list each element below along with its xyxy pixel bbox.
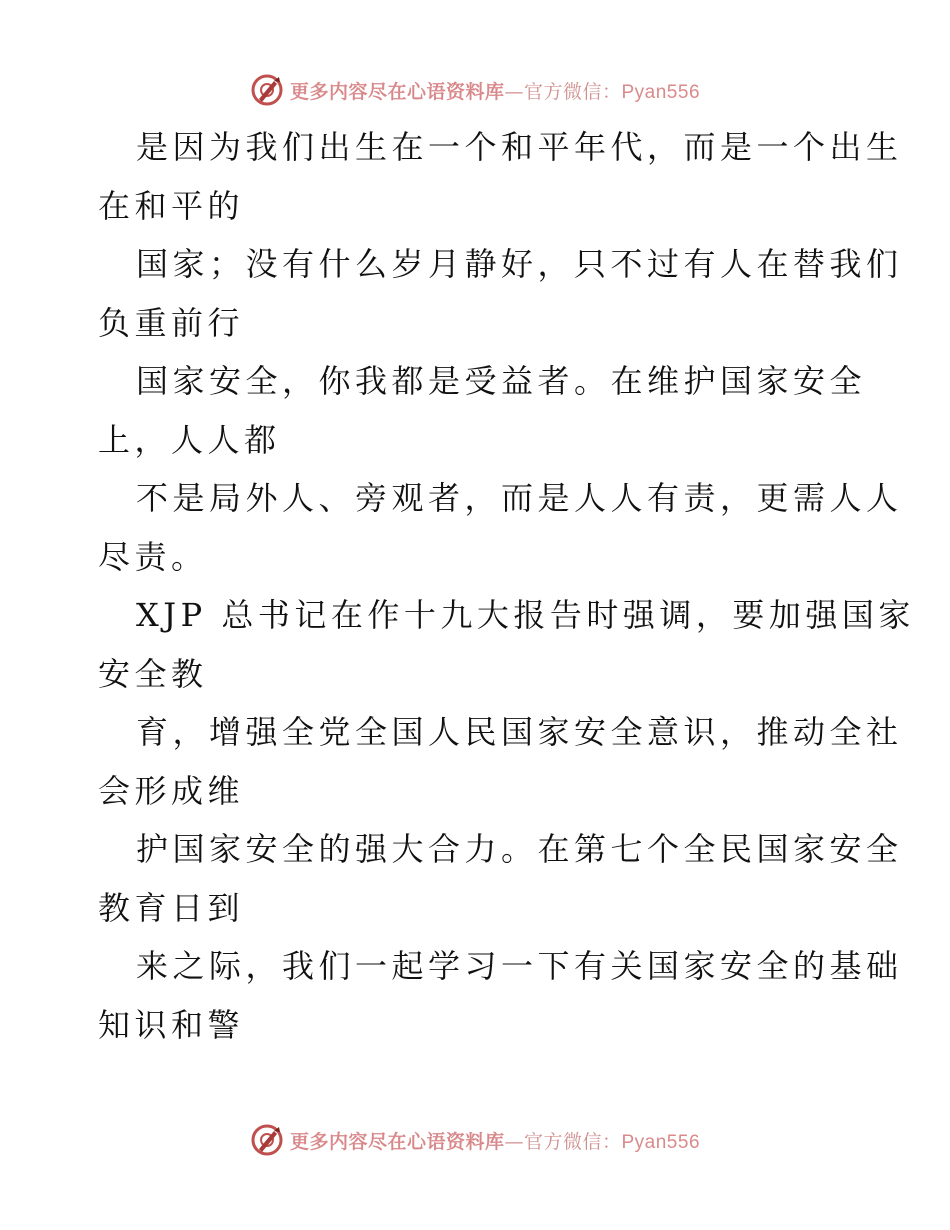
body-line: 在和平的 <box>98 186 245 225</box>
header-dash: — <box>504 80 524 103</box>
document-body <box>98 118 915 1054</box>
body-line: 会形成维 <box>98 771 245 810</box>
body-line: 来之际，我们一起学习一下有关国家安全的基础 <box>136 947 903 985</box>
body-line: XJP 总书记在作十九大报告时强调，要加强国家 <box>136 596 915 634</box>
body-line: 不是局外人、旁观者，而是人人有责，更需人人 <box>136 479 903 517</box>
body-line: 教育日到 <box>98 888 245 927</box>
body-line: 国家；没有什么岁月静好，只不过有人在替我们 <box>136 245 903 283</box>
body-line: 尽责。 <box>98 537 208 576</box>
footer-dash: — <box>504 1130 524 1153</box>
footer-site-name: 更多内容尽在心语资料库 <box>289 1130 505 1153</box>
body-line: 上，人人都 <box>98 420 281 459</box>
body-line: 知识和警 <box>98 1005 245 1044</box>
body-line: 是因为我们出生在一个和平年代，而是一个出生 <box>136 128 903 166</box>
body-line: 护国家安全的强大合力。在第七个全民国家安全 <box>136 830 903 868</box>
body-line: 育，增强全党全国人民国家安全意识，推动全社 <box>136 713 903 751</box>
footer-watermark <box>0 1120 950 1160</box>
pen-circle-logo-icon <box>250 1123 284 1157</box>
header-watermark <box>0 70 950 110</box>
body-line: 安全教 <box>98 654 208 693</box>
header-wechat-label: 官方微信： <box>523 80 622 103</box>
body-line: 国家安全，你我都是受益者。在维护国家安全 <box>136 362 867 400</box>
footer-wechat-id: Pyan556 <box>621 1131 701 1153</box>
pen-circle-logo-icon <box>250 73 284 107</box>
header-site-name: 更多内容尽在心语资料库 <box>289 80 505 103</box>
body-line: 负重前行 <box>98 303 245 342</box>
footer-wechat-label: 官方微信： <box>523 1130 622 1153</box>
header-wechat-id: Pyan556 <box>621 81 701 103</box>
